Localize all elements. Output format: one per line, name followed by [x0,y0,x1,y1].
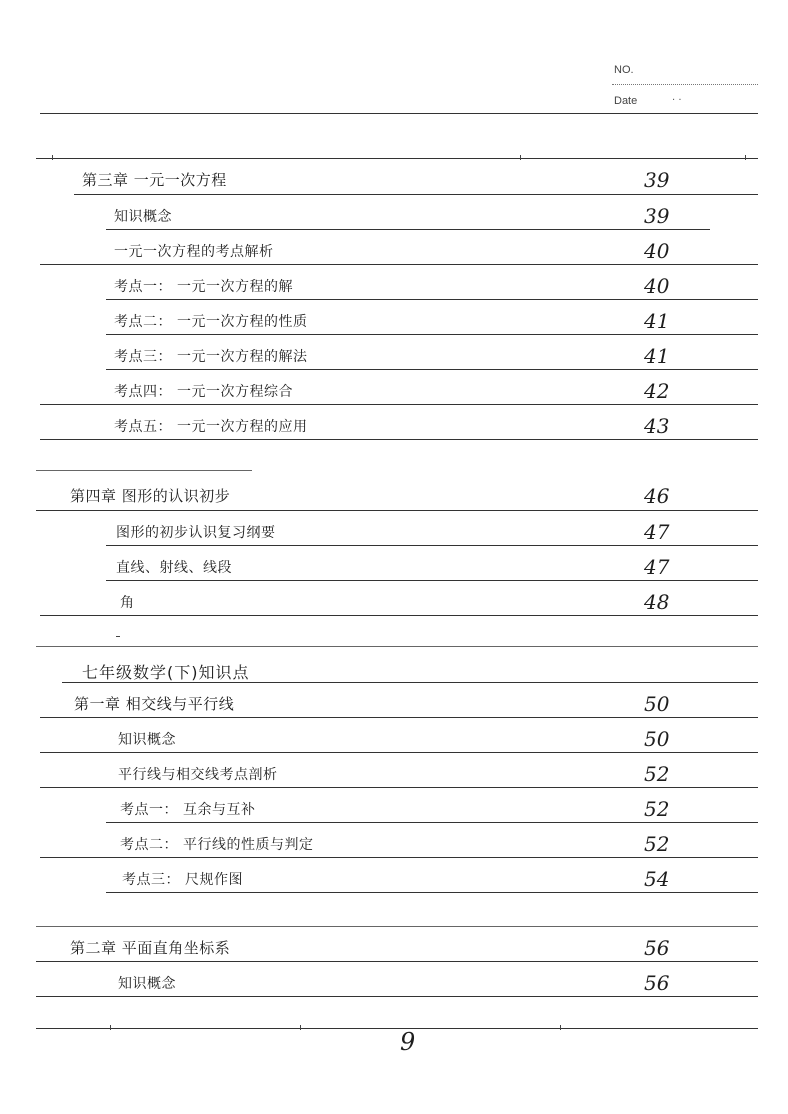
toc-item-row [0,824,788,858]
rule-line [106,892,758,893]
date-label: Date [614,95,638,107]
toc-chapter-title: 第四章 图形的认识初步 [70,487,231,505]
rule-line [106,334,758,335]
rule-line [106,299,758,300]
toc-chapter-title: 第一章 相交线与平行线 [74,695,235,713]
toc-chapter-row [0,928,788,962]
toc-item-title: 图形的初步认识复习纲要 [116,525,276,541]
toc-chapter-title: 第二章 平面直角坐标系 [70,939,231,957]
toc-item-title: 知识概念 [118,732,176,748]
rule-tick [560,1025,561,1030]
toc-page-number: 43 [644,414,670,438]
rule-line [40,787,758,788]
toc-chapter-row [0,160,788,194]
toc-chapter-title: 第三章 一元一次方程 [82,171,227,189]
rule-tick [300,1025,301,1030]
rule-line [106,545,758,546]
toc-item-row [0,512,788,546]
rule-tick [116,636,120,637]
toc-page-number: 54 [644,867,670,891]
rule-line [36,996,758,997]
rule-line [36,1028,758,1029]
toc-item-row [0,789,788,823]
toc-item-row [0,301,788,335]
toc-page-number: 40 [644,239,670,263]
toc-item-title: 知识概念 [118,976,176,992]
toc-item-row [0,231,788,265]
toc-item-title: 知识概念 [114,209,172,225]
toc-item-title: 一元一次方程的考点解析 [114,244,274,260]
toc-page-number: 52 [644,832,670,856]
rule-line [40,857,758,858]
toc-item-title: 考点二： 平行线的性质与判定 [120,837,314,853]
toc-chapter-row [0,476,788,510]
toc-item-row [0,754,788,788]
rule-line [40,439,758,440]
grade-title: 七年级数学(下)知识点 [82,663,250,682]
rule-tick [110,1025,111,1030]
toc-item-row [0,336,788,370]
toc-item-row [0,719,788,753]
rule-line [40,404,758,405]
toc-page-number: 41 [644,344,670,368]
toc-item-row [0,859,788,893]
toc-page-number: 46 [644,484,670,508]
rule-line [40,264,758,265]
toc-item-title: 考点五： 一元一次方程的应用 [114,419,308,435]
toc-item-title: 考点三： 尺规作图 [122,872,243,888]
toc-page-number: 39 [644,204,670,228]
toc-item-title: 考点一： 一元一次方程的解 [114,279,293,295]
no-dotted-line [612,84,758,85]
toc-item-row [0,406,788,440]
rule-line [106,580,758,581]
toc-page-number: 50 [644,692,670,716]
rule-line [36,510,758,511]
rule-line [74,194,758,195]
toc-page-number: 47 [644,520,670,544]
toc-item-title: 考点一： 互余与互补 [120,802,256,818]
rule-line [62,682,758,683]
toc-item-title: 角 [120,595,135,611]
toc-page-number: 52 [644,762,670,786]
rule-line [36,470,252,471]
toc-item-row [0,582,788,616]
rule-line [36,926,758,927]
toc-item-title: 考点二： 一元一次方程的性质 [114,314,308,330]
rule-line [106,369,758,370]
toc-page-number: 41 [644,309,670,333]
rule-line [40,752,758,753]
rule-line [40,113,758,114]
date-dots: · · [672,95,682,106]
rule-line [40,615,758,616]
toc-item-row [0,266,788,300]
toc-page-number: 50 [644,727,670,751]
no-label: NO. [614,64,634,76]
toc-page-number: 52 [644,797,670,821]
toc-page-number: 56 [644,971,670,995]
rule-line [40,717,758,718]
toc-item-row [0,196,788,230]
toc-item-row [0,547,788,581]
toc-item-row [0,371,788,405]
rule-line [106,822,758,823]
rule-line [36,158,758,159]
page-number: 9 [400,1028,416,1056]
toc-page-number: 40 [644,274,670,298]
toc-page-number: 56 [644,936,670,960]
toc-item-title: 直线、射线、线段 [116,560,232,576]
rule-line [36,646,758,647]
toc-item-title: 考点四： 一元一次方程综合 [114,384,293,400]
rule-line [36,961,758,962]
rule-line [106,229,710,230]
toc-page-number: 47 [644,555,670,579]
toc-item-title: 考点三： 一元一次方程的解法 [114,349,308,365]
toc-item-row [0,963,788,997]
toc-page-number: 39 [644,168,670,192]
toc-page-number: 48 [644,590,670,614]
toc-item-title: 平行线与相交线考点剖析 [118,767,278,783]
toc-page-number: 42 [644,379,670,403]
toc-chapter-row [0,684,788,718]
